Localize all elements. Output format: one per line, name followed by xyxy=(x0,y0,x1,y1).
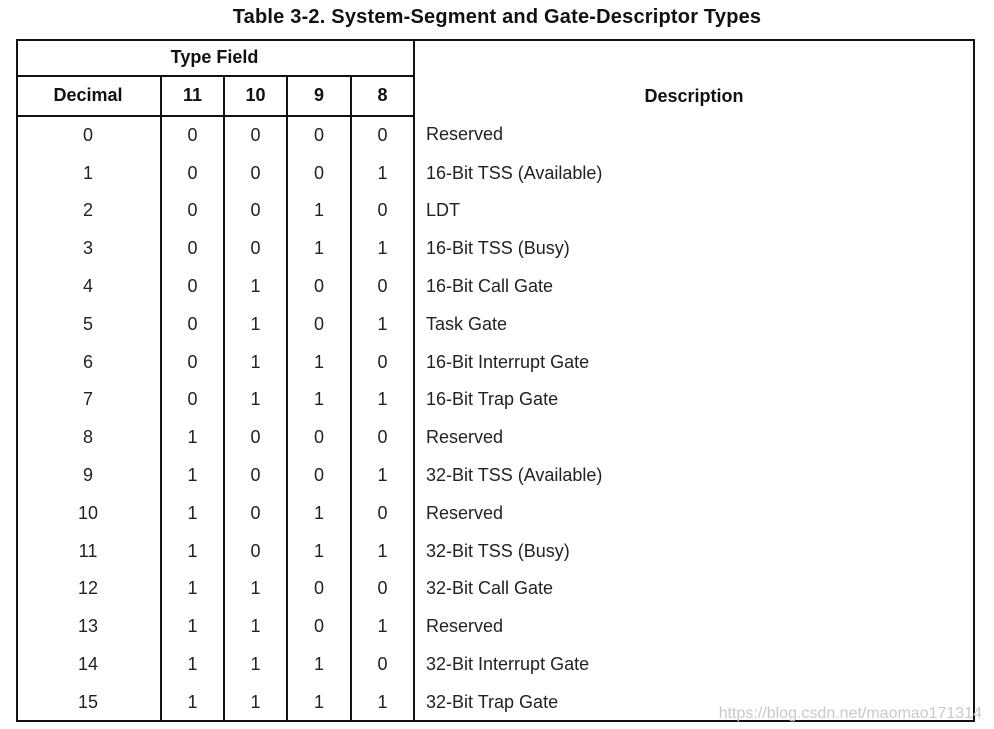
bit9-cell: 1 xyxy=(287,381,351,419)
description-cell: Reserved xyxy=(414,608,973,646)
description-cell: 32-Bit TSS (Busy) xyxy=(414,533,973,571)
bit10-cell: 0 xyxy=(224,419,287,457)
bit11-cell: 0 xyxy=(161,381,224,419)
table-row xyxy=(16,495,973,533)
decimal-cell: 6 xyxy=(82,351,93,372)
decimal-cell: 12 xyxy=(77,578,99,599)
decimal-cell: 1 xyxy=(82,162,93,183)
bit9-cell: 0 xyxy=(287,457,351,495)
bit10-cell: 1 xyxy=(224,306,287,344)
table-title xyxy=(0,6,994,29)
description-cell: Reserved xyxy=(414,116,973,155)
bit9-cell: 0 xyxy=(287,570,351,608)
bit8-cell: 0 xyxy=(351,570,414,608)
bit11-cell: 1 xyxy=(161,684,224,722)
decimal-cell: 9 xyxy=(82,464,93,485)
decimal-cell: 0 xyxy=(82,124,93,145)
bit9-cell: 0 xyxy=(287,268,351,306)
decimal-cell: 4 xyxy=(82,275,93,296)
bit8-header: 8 xyxy=(351,76,414,116)
table-row xyxy=(16,268,973,306)
bit11-cell: 0 xyxy=(161,155,224,193)
bit9-cell: 0 xyxy=(287,155,351,193)
bit9-cell: 1 xyxy=(287,495,351,533)
decimal-cell: 13 xyxy=(77,616,99,637)
bit8-cell: 0 xyxy=(351,495,414,533)
bit8-cell: 0 xyxy=(351,268,414,306)
table-row xyxy=(16,192,973,230)
bit11-cell: 0 xyxy=(161,230,224,268)
bit9-cell: 0 xyxy=(287,306,351,344)
bit8-cell: 0 xyxy=(351,344,414,382)
bit8-cell: 1 xyxy=(351,306,414,344)
watermark: https://blog.csdn.net/maomao171314 xyxy=(718,705,982,722)
bit10-cell: 0 xyxy=(224,155,287,193)
table-body xyxy=(16,116,973,722)
description-cell: 32-Bit Interrupt Gate xyxy=(414,646,973,684)
description-cell: 32-Bit Trap Gate xyxy=(414,684,973,722)
description-cell: 16-Bit Call Gate xyxy=(414,268,973,306)
description-cell: 32-Bit TSS (Available) xyxy=(414,457,973,495)
descriptor-types-table xyxy=(16,39,973,722)
decimal-cell: 15 xyxy=(77,691,99,712)
decimal-cell: 2 xyxy=(82,200,93,221)
type-field-header: Type Field xyxy=(16,39,414,76)
decimal-cell: 10 xyxy=(77,502,99,523)
bit11-cell: 1 xyxy=(161,495,224,533)
decimal-cell: 5 xyxy=(82,313,93,334)
bit11-cell: 1 xyxy=(161,570,224,608)
table-row xyxy=(16,116,973,155)
table-row xyxy=(16,306,973,344)
decimal-cell: 7 xyxy=(82,389,93,410)
bit9-cell: 1 xyxy=(287,192,351,230)
description-cell: Reserved xyxy=(414,495,973,533)
bit8-cell: 1 xyxy=(351,230,414,268)
bit8-cell: 1 xyxy=(351,533,414,571)
description-cell: Reserved xyxy=(414,419,973,457)
bit8-cell: 0 xyxy=(351,419,414,457)
bit10-cell: 1 xyxy=(224,570,287,608)
description-header: Description xyxy=(414,39,973,116)
bit11-cell: 1 xyxy=(161,608,224,646)
table-title-text: System-Segment and Gate-Descriptor Types xyxy=(331,6,762,28)
bit11-cell: 0 xyxy=(161,192,224,230)
bit10-cell: 1 xyxy=(224,381,287,419)
header-row-1 xyxy=(16,39,973,76)
table-row xyxy=(16,155,973,193)
bit9-cell: 0 xyxy=(287,419,351,457)
decimal-cell: 8 xyxy=(82,427,93,448)
bit10-cell: 1 xyxy=(224,646,287,684)
bit11-header: 11 xyxy=(161,76,224,116)
bit11-cell: 1 xyxy=(161,419,224,457)
bit10-cell: 0 xyxy=(224,192,287,230)
table-row xyxy=(16,533,973,571)
bit9-cell: 0 xyxy=(287,116,351,155)
bit10-cell: 1 xyxy=(224,608,287,646)
bit10-cell: 1 xyxy=(224,344,287,382)
bit11-cell: 0 xyxy=(161,268,224,306)
bit8-cell: 1 xyxy=(351,457,414,495)
bit9-cell: 0 xyxy=(287,608,351,646)
bit11-cell: 0 xyxy=(161,344,224,382)
bit10-cell: 0 xyxy=(224,495,287,533)
decimal-cell: 11 xyxy=(78,540,98,561)
table-row xyxy=(16,646,973,684)
bit9-cell: 1 xyxy=(287,646,351,684)
bit10-cell: 0 xyxy=(224,230,287,268)
decimal-cell: 14 xyxy=(77,653,99,674)
description-cell: 16-Bit Trap Gate xyxy=(414,381,973,419)
bit9-header: 9 xyxy=(287,76,351,116)
decimal-cell: 3 xyxy=(82,238,93,259)
bit8-cell: 1 xyxy=(351,155,414,193)
table-row xyxy=(16,457,973,495)
bit10-cell: 0 xyxy=(224,457,287,495)
description-cell: 32-Bit Call Gate xyxy=(414,570,973,608)
bit10-cell: 1 xyxy=(224,684,287,722)
bit11-cell: 1 xyxy=(161,646,224,684)
table-row xyxy=(16,230,973,268)
bit8-cell: 0 xyxy=(351,192,414,230)
bit8-cell: 1 xyxy=(351,684,414,722)
table-row xyxy=(16,344,973,382)
description-cell: LDT xyxy=(414,192,973,230)
bit10-cell: 0 xyxy=(224,116,287,155)
bit10-cell: 0 xyxy=(224,533,287,571)
table-title-label: Table 3-2. xyxy=(232,6,326,28)
bit8-cell: 0 xyxy=(351,116,414,155)
bit11-cell: 0 xyxy=(161,306,224,344)
bit9-cell: 1 xyxy=(287,344,351,382)
bit10-header: 10 xyxy=(224,76,287,116)
bit8-cell: 1 xyxy=(351,381,414,419)
bit11-cell: 1 xyxy=(161,457,224,495)
bit8-cell: 1 xyxy=(351,608,414,646)
bit9-cell: 1 xyxy=(287,230,351,268)
description-cell: 16-Bit TSS (Available) xyxy=(414,155,973,193)
table-row xyxy=(16,608,973,646)
table-row xyxy=(16,381,973,419)
table-row xyxy=(16,570,973,608)
description-cell: Task Gate xyxy=(414,306,973,344)
bit9-cell: 1 xyxy=(287,684,351,722)
table-row xyxy=(16,419,973,457)
decimal-header: Decimal xyxy=(16,76,161,116)
bit9-cell: 1 xyxy=(287,533,351,571)
bit8-cell: 0 xyxy=(351,646,414,684)
bit11-cell: 0 xyxy=(161,116,224,155)
description-cell: 16-Bit Interrupt Gate xyxy=(414,344,973,382)
bit10-cell: 1 xyxy=(224,268,287,306)
description-cell: 16-Bit TSS (Busy) xyxy=(414,230,973,268)
bit11-cell: 1 xyxy=(161,533,224,571)
